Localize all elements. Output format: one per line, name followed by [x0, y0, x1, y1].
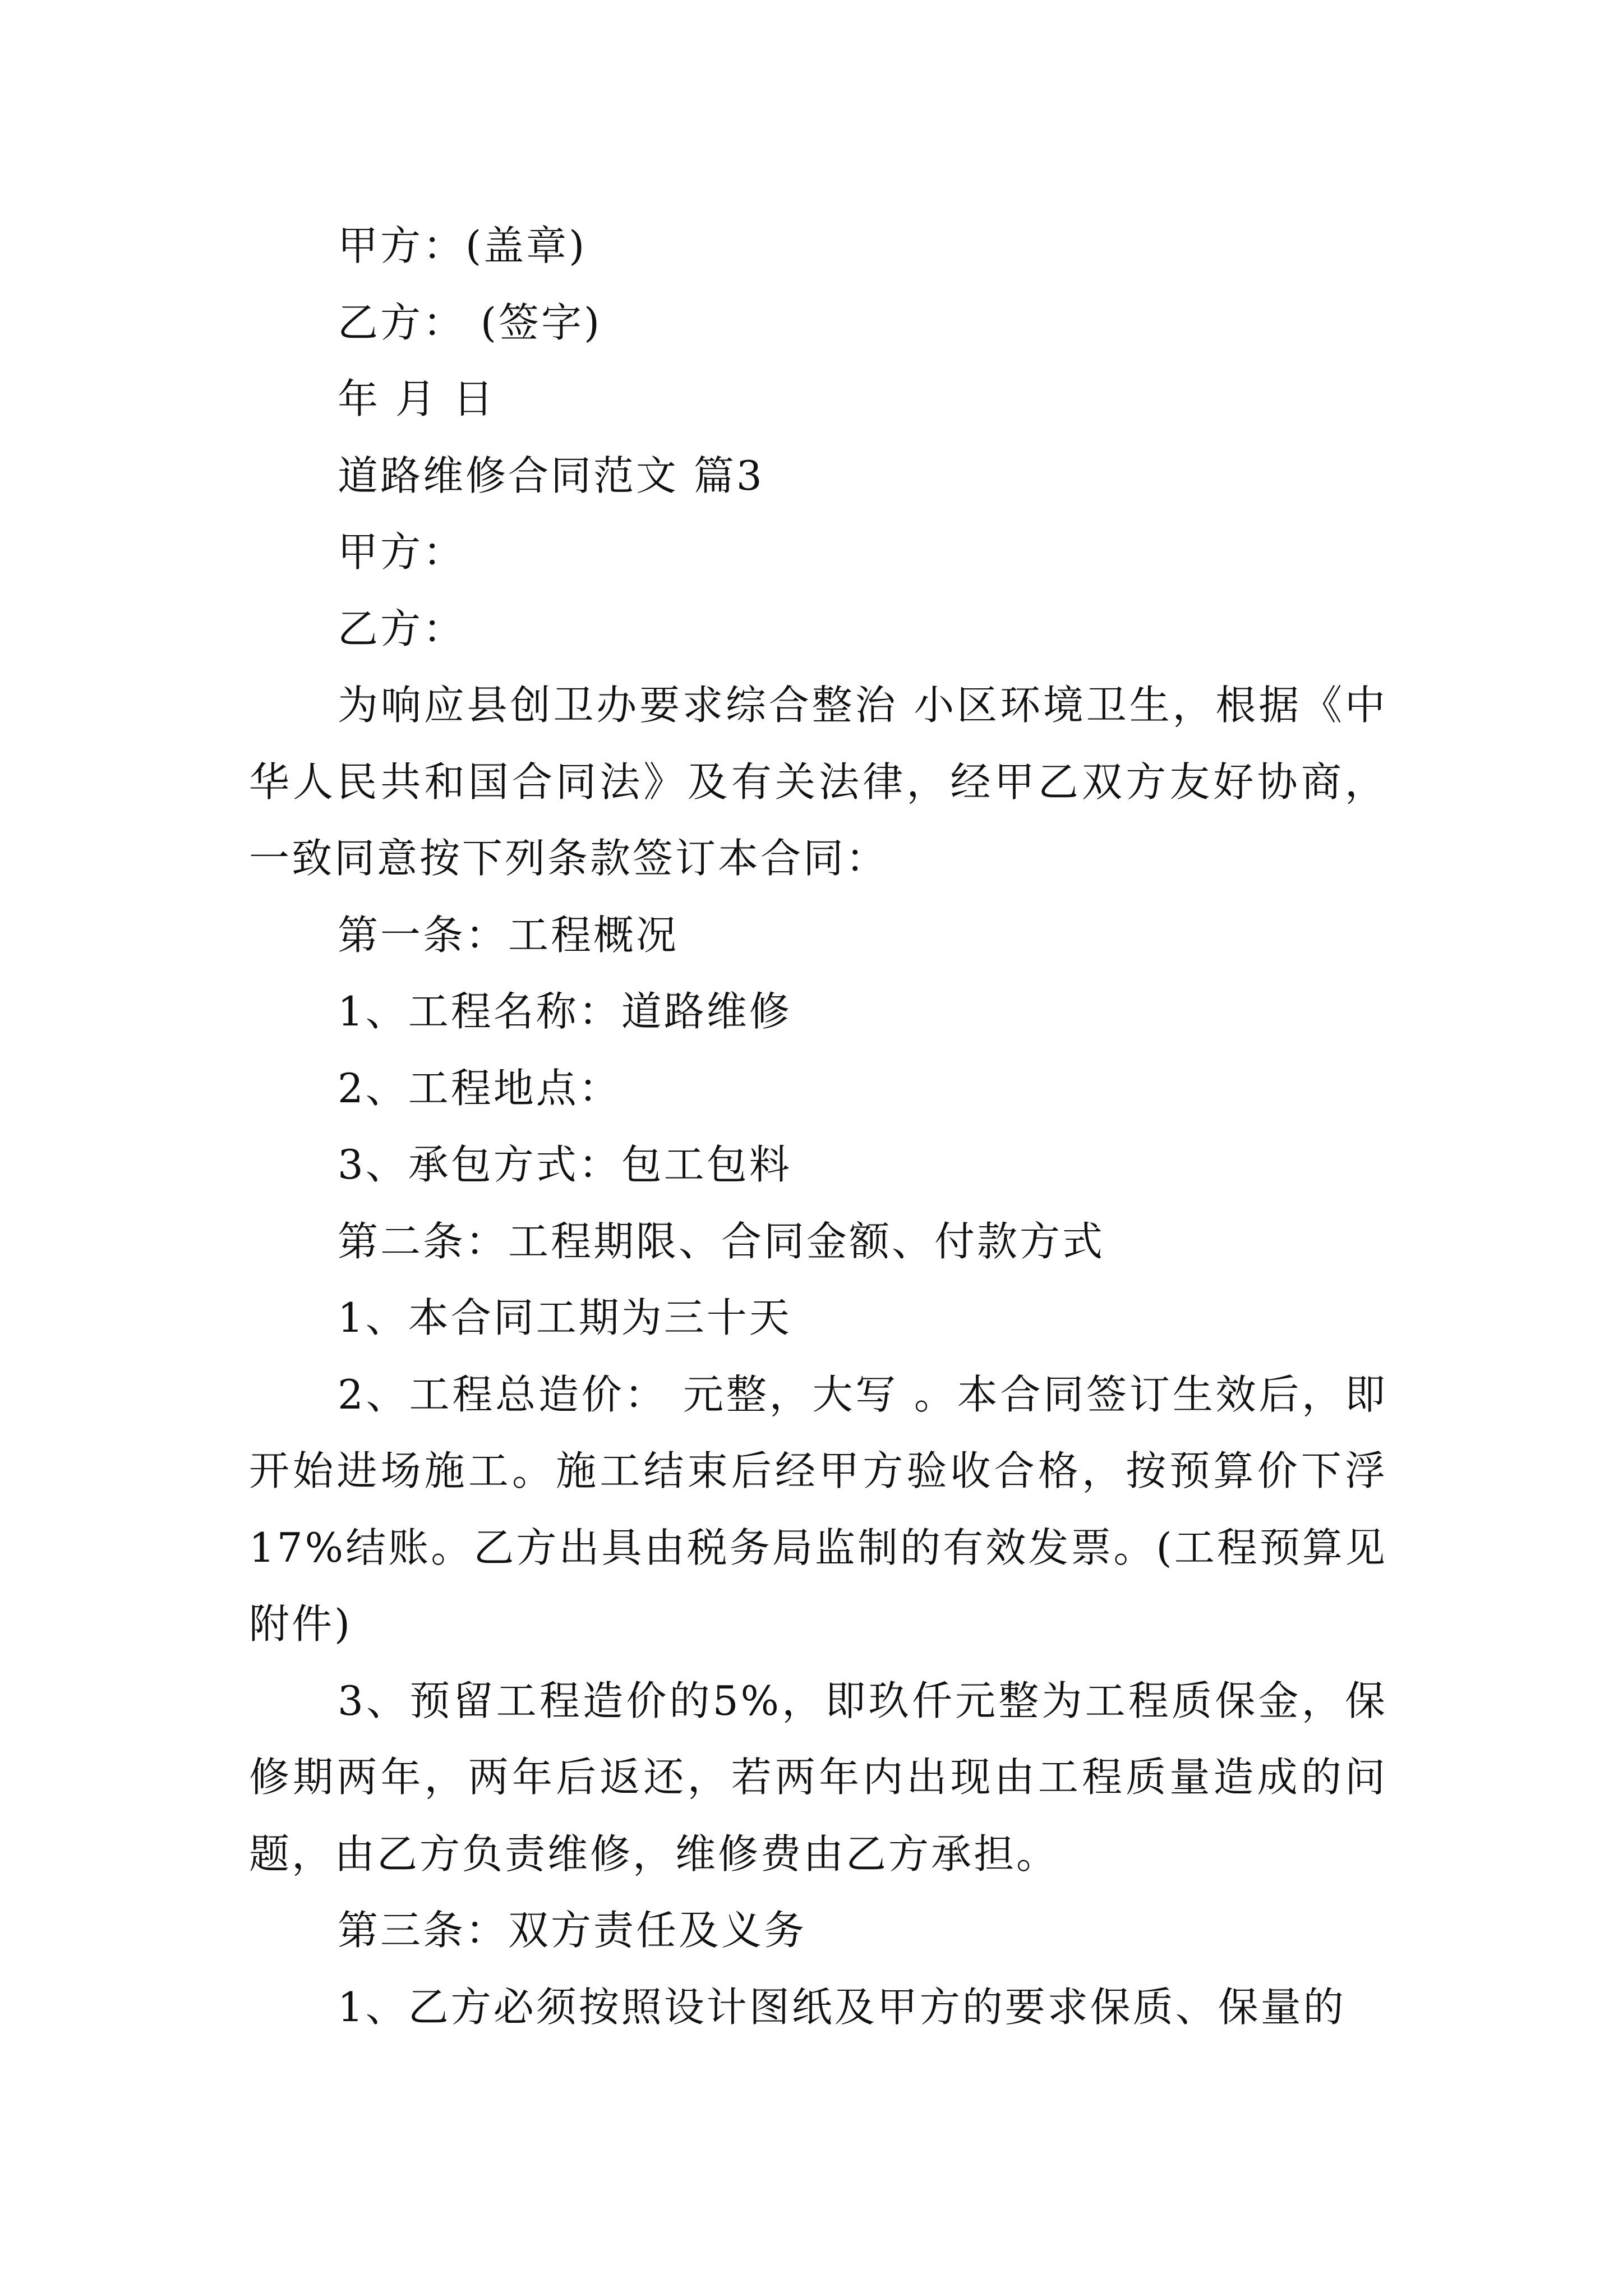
article-1-item-2: 2、工程地点：: [338, 1064, 621, 1112]
party-b-signature-line: 乙方： (签字): [338, 298, 602, 346]
party-b-line: 乙方：: [338, 605, 466, 652]
section-title: 道路维修合同范文 篇3: [338, 452, 764, 499]
party-a-line: 甲方：: [338, 528, 466, 576]
article-2-item-1: 1、本合同工期为三十天: [338, 1294, 792, 1341]
preamble-paragraph: 为响应县创卫办要求综合整治 小区环境卫生，根据《中华人民共和国合同法》及有关法律，经甲乙双方友好协商，一致同意按下列条款签订本合同：: [249, 682, 1387, 882]
article-2-heading: 第二条：工程期限、合同金额、付款方式: [338, 1217, 1105, 1265]
document-body: [249, 208, 1387, 2045]
date-line: 年 月 日: [338, 375, 496, 422]
article-1-item-3: 3、承包方式：包工包料: [338, 1141, 792, 1188]
article-1-heading: 第一条：工程概况: [338, 911, 679, 959]
article-3-heading: 第三条：双方责任及义务: [338, 1907, 807, 1954]
article-1-item-1: 1、工程名称：道路维修: [338, 988, 792, 1035]
party-a-seal-line: 甲方：(盖章): [338, 222, 587, 269]
article-2-item-3: 3、预留工程造价的5%，即玖仟元整为工程质保金，保修期两年，两年后返还，若两年内出现由工程质量造成的问题，由乙方负责维修，维修费由乙方承担。: [249, 1677, 1387, 1878]
article-3-item-1: 1、乙方必须按照设计图纸及甲方的要求保质、保量的: [338, 1983, 1346, 2031]
article-2-item-2: 2、工程总造价： 元整，大写 。本合同签订生效后，即开始进场施工。施工结束后经甲方验收合格，按预算价下浮17%结账。乙方出具由税务局监制的有效发票。(工程预算见附件): [249, 1370, 1387, 1648]
